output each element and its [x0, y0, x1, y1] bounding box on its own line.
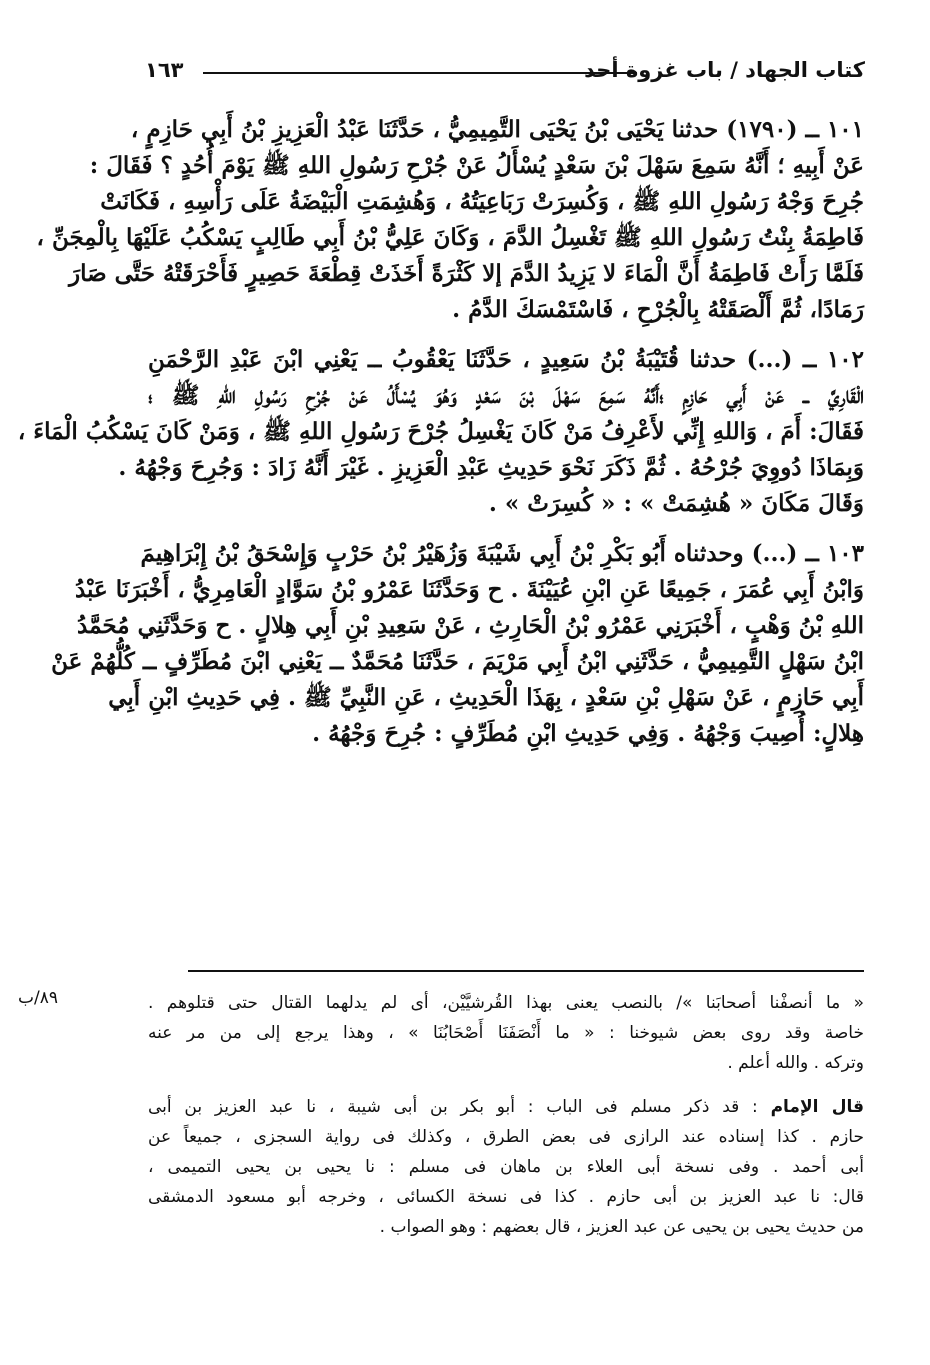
note-block-1 [148, 988, 864, 1078]
text-line: رَمَادًا، ثُمَّ أَلْصَقَتْهُ بِالْجُرْحِ ، فَاسْتَمْسَكَ الدَّمُ . [452, 296, 864, 323]
commentary-notes [148, 988, 864, 1256]
note-line: قال: نا عبد العزيز بن أبى حازم . كذا فى نسخة الكسائى ، وخرجه أبو مسعود الدمشقى [148, 1187, 864, 1207]
text-line: اللهِ بْنُ وَهْبٍ ، أَخْبَرَنِي عَمْرُو بْنُ الْحَارِثِ ، عَنْ سَعِيدِ بْنِ أَبِي هِلالٍ . ح وَحَدَّثَنِي مُحَمَّدُ [77, 612, 864, 639]
text-line: فَلَمَّا رَأَتْ فَاطِمَةُ أَنَّ الْمَاءَ لا يَزِيدُ الدَّمَ إلا كَثْرَةً أَخَذَتْ قِطْعَةَ حَصِيرٍ فَأَحْرَقَتْهُ حَتَّى صَارَ [68, 260, 864, 287]
note-line: من حديث يحيى بن يحيى عن عبد العزيز ، قال بعضهم : وهو الصواب . [379, 1217, 864, 1237]
hadith-102 [17, 342, 864, 522]
text-line: فَقَالَ: أَمَ ، وَاللهِ إِنِّي لأَعْرِفُ مَنْ كَانَ يَغْسِلُ جُرْحَ رَسُولِ اللهِ ﷺ ، وَمَنْ كَانَ يَسْكُبُ الْمَاءَ ، [17, 418, 864, 445]
header-rule [203, 72, 637, 74]
text-line: عَنْ أَبِيهِ ؛ أَنَّهُ سَمِعَ سَهْلَ بْنَ سَعْدٍ يُسْأَلُ عَنْ جُرْحِ رَسُولِ اللهِ ﷺ يَوْمَ أُحُدٍ ؟ فَقَالَ : [89, 152, 864, 179]
text-line: ١٠٣ ــ (...) وحدثناه أَبُو بَكْرِ بْنُ أَبِي شَيْبَةَ وَزُهَيْرُ بْنُ حَرْبٍ وَإِسْحَقُ بْنُ إِبْرَاهِيمَ [140, 540, 864, 567]
note-block-2 [148, 1092, 864, 1242]
page-number: ١٦٣ [145, 58, 184, 82]
note-line [148, 1092, 864, 1122]
running-title: كتاب الجهاد / باب غزوة أحد [584, 58, 865, 82]
note-line: وتركه . والله أعلم . [727, 1053, 864, 1073]
manuscript-folio-reference: ٨٩/ب [18, 988, 58, 1008]
page-header [145, 56, 865, 92]
text-line: الْقَارِيَّ ــ عَنْ أَبِي حَازِمٍ ؛أَنَّهُ سَمِعَ سَهْلَ بْنَ سَعْدٍ وَهُوَ يُسْأَلُ عَنْ جُرْحِ رَسُولِ اللهِ ﷺ ؛ [148, 382, 864, 409]
main-text [17, 112, 864, 766]
text-line: هِلالٍ: أُصِيبَ وَجْهُهُ . وَفِي حَدِيثِ ابْنِ مُطَرِّفٍ : جُرِحَ وَجْهُهُ . [312, 720, 864, 747]
hadith-101 [36, 112, 864, 328]
note-line: حازم . كذا إسناده عند الرازى فى بعض الطرق ، وكذلك فى رواية السجزى ، جميعاً عن [148, 1127, 864, 1147]
text-line: فَاطِمَةُ بِنْتُ رَسُولِ اللهِ ﷺ تَغْسِلُ الدَّمَ ، وَكَانَ عَلِيُّ بْنُ أَبِي طَالِبٍ يَسْكُبُ عَلَيْهَا بِالْمِجَنِّ ، [36, 224, 864, 251]
note-lead: قال الإمام [770, 1097, 864, 1117]
text-line: جُرِحَ وَجْهُ رَسُولِ اللهِ ﷺ ، وَكُسِرَتْ رَبَاعِيَتُهُ ، وَهُشِمَتِ الْبَيْضَةُ عَلَى رَأْسِهِ ، فَكَانَتْ [100, 188, 864, 215]
text-line: وَابْنُ أَبِي عُمَرَ ، جَمِيعًا عَنِ ابْنِ عُيَيْنَةَ . ح وَحَدَّثَنَا عَمْرُو بْنُ سَوَّادٍ الْعَامِرِيُّ ، أَخْبَرَنَا عَبْدُ [74, 576, 864, 603]
note-line-rest: : قد ذكر مسلم فى الباب : أبو بكر بن أبى شيبة ، نا عبد العزيز بن أبى [148, 1097, 758, 1117]
note-line: أبى أحمد . وفى نسخة أبى العلاء بن ماهان فى مسلم : نا يحيى بن يحيى التميمى ، [148, 1157, 864, 1177]
text-line: وَقَالَ مَكَانَ « هُشِمَتْ » : « كُسِرَتْ » . [488, 490, 864, 517]
text-line: أَبِي حَازِمٍ ، عَنْ سَهْلِ بْنِ سَعْدٍ ، بِهَذَا الْحَدِيثِ ، عَنِ النَّبِيِّ ﷺ . فِي حَدِيثِ ابْنِ أَبِي [108, 684, 864, 711]
hadith-103 [51, 536, 864, 752]
text-line: ١٠٢ ــ (...) حدثنا قُتَيْبَةُ بْنُ سَعِيدٍ ، حَدَّثَنَا يَعْقُوبُ ــ يَعْنِي ابْنَ عَبْدِ الرَّحْمَنِ [148, 346, 864, 373]
note-line: « ما أنصفْنا أصحابَنا »/ بالنصب يعنى بهذا القُرشيَّيْن، أى لم يدلهما القتال حتى قتلوهم . [148, 993, 864, 1013]
text-line: وَبِمَاذَا دُووِيَ جُرْحُهُ . ثُمَّ ذَكَرَ نَحْوَ حَدِيثِ عَبْدِ الْعَزِيزِ . غَيْرَ أَنَّهُ زَادَ : وَجُرِحَ وَجْهُهُ . [118, 454, 864, 481]
footnote-rule [188, 970, 864, 972]
note-line: خاصة وقد روى بعض شيوخنا : « ما أَنْصَفَنَا أَصْحَابُنَا » ، وهذا يرجع إلى من مر عنه [148, 1023, 864, 1043]
text-line: ابْنُ سَهْلٍ التَّمِيمِيُّ ، حَدَّثَنِي ابْنُ أَبِي مَرْيَمَ ، حَدَّثَنَا مُحَمَّدٌ ــ يَعْنِي ابْنَ مُطَرِّفٍ ــ كُلُّهُمْ عَنْ [51, 648, 864, 675]
text-line: ١٠١ ــ (١٧٩٠) حدثنا يَحْيَى بْنُ يَحْيَى التَّمِيمِيُّ ، حَدَّثَنَا عَبْدُ الْعَزِيزِ بْنُ أَبِي حَازِمٍ ، [130, 116, 864, 143]
